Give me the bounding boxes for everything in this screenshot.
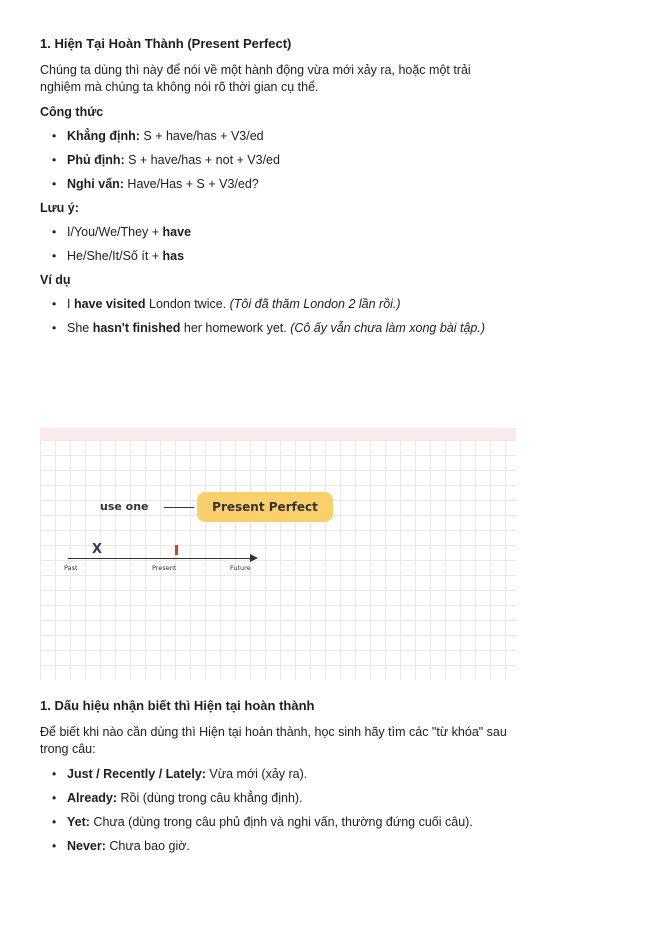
- present-marker: [175, 545, 178, 555]
- timeline-axis: [68, 558, 252, 559]
- list-item: [40, 790, 620, 806]
- section-present-perfect: [40, 36, 620, 344]
- intro-line: trong câu:: [40, 742, 96, 756]
- list-item: [40, 176, 620, 192]
- example-post: London twice.: [145, 297, 230, 311]
- note-bold: has: [162, 249, 185, 263]
- formula-text: Have/Has + S + V3/ed?: [123, 177, 259, 191]
- example-post: her homework yet.: [180, 321, 291, 335]
- intro-paragraph: [40, 724, 620, 758]
- example-bold: have visited: [73, 297, 146, 311]
- example-list: [40, 296, 620, 336]
- term: Phủ định:: [67, 153, 125, 167]
- timeline-label-future: Future: [230, 564, 251, 572]
- list-item: [40, 296, 620, 312]
- list-item: [40, 320, 620, 336]
- note-text: He/She/It/Số ít +: [67, 249, 163, 263]
- list-item: [40, 128, 620, 144]
- formula-text: S + have/has + not + V3/ed: [124, 153, 280, 167]
- term: Khẳng định:: [67, 129, 140, 143]
- term: Nghi vấn:: [67, 177, 124, 191]
- list-item: [40, 152, 620, 168]
- intro-line: Để biết khi nào cần dùng thì Hiện tại hoàn thành, học sinh hãy tìm các "từ khóa" sau: [40, 725, 507, 739]
- intro-line: nghiệm mà chúng ta không nói rõ thời gian cụ thể.: [40, 80, 319, 94]
- formula-label: Công thức: [40, 105, 104, 119]
- note-bold: have: [162, 225, 192, 239]
- signal-text: Chưa bao giờ.: [105, 839, 190, 853]
- timeline-illustration: [40, 428, 516, 680]
- formula-text: S + have/has + V3/ed: [139, 129, 264, 143]
- signal-term: Yet:: [67, 815, 90, 829]
- note-text: I/You/We/They +: [67, 225, 163, 239]
- use-one-label: use one: [100, 500, 149, 513]
- section-heading: 1. Dấu hiệu nhận biết thì Hiện tại hoàn thành: [40, 698, 315, 713]
- timeline-label-past: Past: [64, 564, 78, 572]
- list-item: [40, 766, 620, 782]
- section-signals: [40, 698, 620, 862]
- list-item: [40, 838, 620, 854]
- signal-list: [40, 766, 620, 854]
- present-perfect-box: Present Perfect: [197, 492, 333, 522]
- formula-list: [40, 128, 620, 192]
- list-item: [40, 248, 620, 264]
- signal-term: Already:: [67, 791, 118, 805]
- signal-text: Chưa (dùng trong câu phủ định và nghi vấn, thường đứng cuối câu).: [89, 815, 473, 829]
- list-item: [40, 224, 620, 240]
- example-translation: (Cô ấy vẫn chưa làm xong bài tập.): [290, 321, 486, 335]
- intro-line: Chúng ta dùng thì này để nói về một hành động vừa mới xảy ra, hoặc một trải: [40, 63, 471, 77]
- example-label: Ví dụ: [40, 273, 71, 287]
- note-label: Lưu ý:: [40, 201, 79, 215]
- section-heading: 1. Hiện Tại Hoàn Thành (Present Perfect): [40, 36, 292, 51]
- connector-line: [164, 507, 194, 508]
- intro-paragraph: [40, 62, 620, 96]
- arrow-right-icon: [250, 554, 258, 562]
- past-event-x-mark: X: [92, 542, 103, 557]
- signal-text: Vừa mới (xảy ra).: [205, 767, 308, 781]
- example-pre: She: [67, 321, 93, 335]
- example-pre: I: [67, 297, 74, 311]
- list-item: [40, 814, 620, 830]
- note-list: [40, 224, 620, 264]
- signal-text: Rồi (dùng trong câu khẳng định).: [117, 791, 303, 805]
- signal-term: Just / Recently / Lately:: [67, 767, 206, 781]
- example-translation: (Tôi đã thăm London 2 lần rồi.): [229, 297, 401, 311]
- timeline-label-present: Present: [152, 564, 177, 572]
- signal-term: Never:: [67, 839, 106, 853]
- example-bold: hasn't finished: [92, 321, 181, 335]
